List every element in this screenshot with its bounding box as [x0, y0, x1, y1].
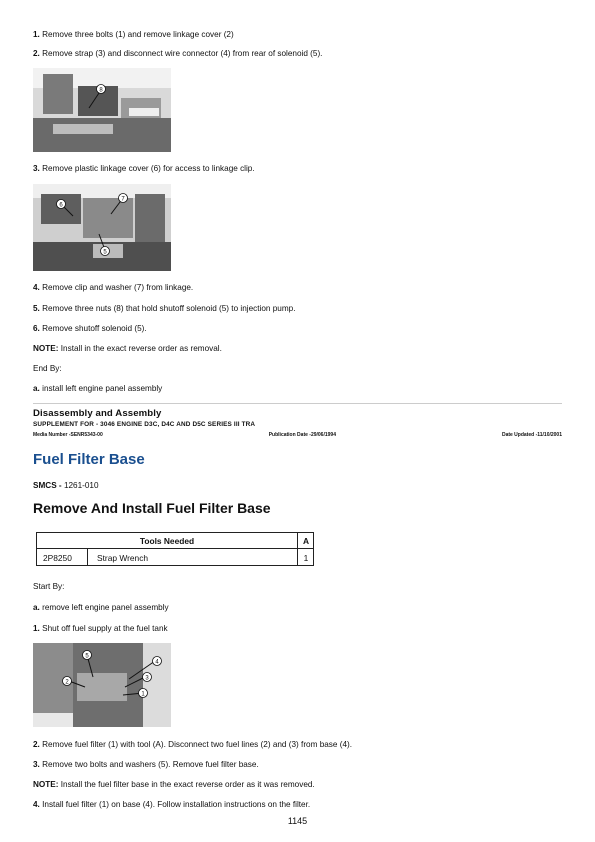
date-updated: Date Updated -11/10/2001	[501, 432, 562, 438]
table-row	[37, 549, 313, 565]
page-number: 1145	[287, 816, 308, 826]
note-text: Install in the exact reverse order as removal.	[60, 344, 222, 353]
note-text: Install the fuel filter base in the exact reverse order as it was removed.	[60, 780, 315, 789]
step-number: 4.	[33, 283, 40, 292]
step-2-bottom	[33, 740, 352, 749]
step-number: 6.	[33, 324, 40, 333]
part-number: 2P8250	[43, 553, 72, 563]
media-number: Media Number -SENR5343-00	[33, 432, 103, 438]
section-title: Disassembly and Assembly	[33, 408, 162, 419]
callout-label: 1	[141, 691, 145, 698]
step-4-bottom	[33, 800, 310, 809]
step-text: Remove three nuts (8) that hold shutoff solenoid (5) to injection pump.	[42, 304, 296, 313]
fuel-filter-heading: Fuel Filter Base	[33, 451, 145, 468]
callout-label: 7	[121, 196, 125, 203]
tools-needed-table	[36, 532, 314, 566]
step-1	[33, 30, 234, 39]
end-by-item	[33, 384, 162, 393]
item-text: install left engine panel assembly	[42, 384, 163, 393]
note-label: NOTE:	[33, 344, 59, 353]
callout-label: 5	[103, 249, 107, 256]
table-header-row	[37, 533, 313, 549]
step-number: 2.	[33, 740, 40, 749]
procedure-heading: Remove And Install Fuel Filter Base	[33, 500, 271, 516]
step-5	[33, 304, 295, 313]
step-text: Remove plastic linkage cover (6) for access to linkage clip.	[42, 164, 255, 173]
callout-label: 8	[99, 87, 103, 94]
photo-linkage-cover	[33, 184, 171, 271]
section-subtitle: SUPPLEMENT FOR - 3046 ENGINE D3C, D4C AND D5C SERIES III TRA	[33, 421, 256, 428]
section-meta	[33, 432, 562, 438]
item-letter: a.	[33, 384, 40, 393]
step-3-bottom	[33, 760, 259, 769]
step-text: Remove clip and washer (7) from linkage.	[42, 283, 194, 292]
section-divider	[33, 403, 562, 404]
item-letter: a.	[33, 603, 40, 612]
step-text: Shut off fuel supply at the fuel tank	[42, 624, 168, 633]
smcs-value: 1261-010	[63, 481, 99, 490]
step-text: Remove strap (3) and disconnect wire connector (4) from rear of solenoid (5).	[42, 49, 323, 58]
callout-label: 5	[85, 653, 89, 660]
table-col-header: A	[302, 536, 310, 546]
note-top	[33, 344, 222, 353]
step-text: Remove fuel filter (1) with tool (A). Disconnect two fuel lines (2) and (3) from base (4).	[42, 740, 352, 749]
photo-solenoid-rear	[33, 68, 171, 152]
photo-fuel-filter-base	[33, 643, 171, 727]
step-number: 1.	[33, 30, 40, 39]
step-number: 2.	[33, 49, 40, 58]
step-number: 4.	[33, 800, 40, 809]
step-text: Remove three bolts (1) and remove linkage cover (2)	[42, 30, 234, 39]
start-by-item	[33, 603, 169, 612]
publication-date: Publication Date -29/06/1994	[268, 432, 336, 438]
step-text: Remove two bolts and washers (5). Remove fuel filter base.	[42, 760, 259, 769]
step-number: 5.	[33, 304, 40, 313]
step-number: 3.	[33, 760, 40, 769]
step-number: 3.	[33, 164, 40, 173]
note-label: NOTE:	[33, 780, 59, 789]
step-number: 1.	[33, 624, 40, 633]
step-1-bottom	[33, 624, 168, 633]
end-by-label: End By:	[33, 364, 62, 373]
item-text: remove left engine panel assembly	[42, 603, 169, 612]
table-header: Tools Needed	[139, 536, 195, 546]
note-bottom	[33, 780, 315, 789]
tool-description: Strap Wrench	[97, 553, 149, 563]
callout-label: 6	[59, 202, 63, 209]
step-6	[33, 324, 147, 333]
callout-label: 3	[145, 675, 149, 682]
callout-label: 2	[65, 679, 69, 686]
callout-label: 4	[155, 659, 159, 666]
smcs-line	[33, 481, 99, 490]
step-text: Remove shutoff solenoid (5).	[42, 324, 147, 333]
step-text: Install fuel filter (1) on base (4). Follow installation instructions on the filter.	[42, 800, 311, 809]
tool-quantity: 1	[303, 553, 309, 563]
step-3	[33, 164, 255, 173]
step-2	[33, 49, 322, 58]
step-4	[33, 283, 193, 292]
start-by-label: Start By:	[33, 582, 65, 591]
smcs-label: SMCS -	[33, 481, 62, 490]
